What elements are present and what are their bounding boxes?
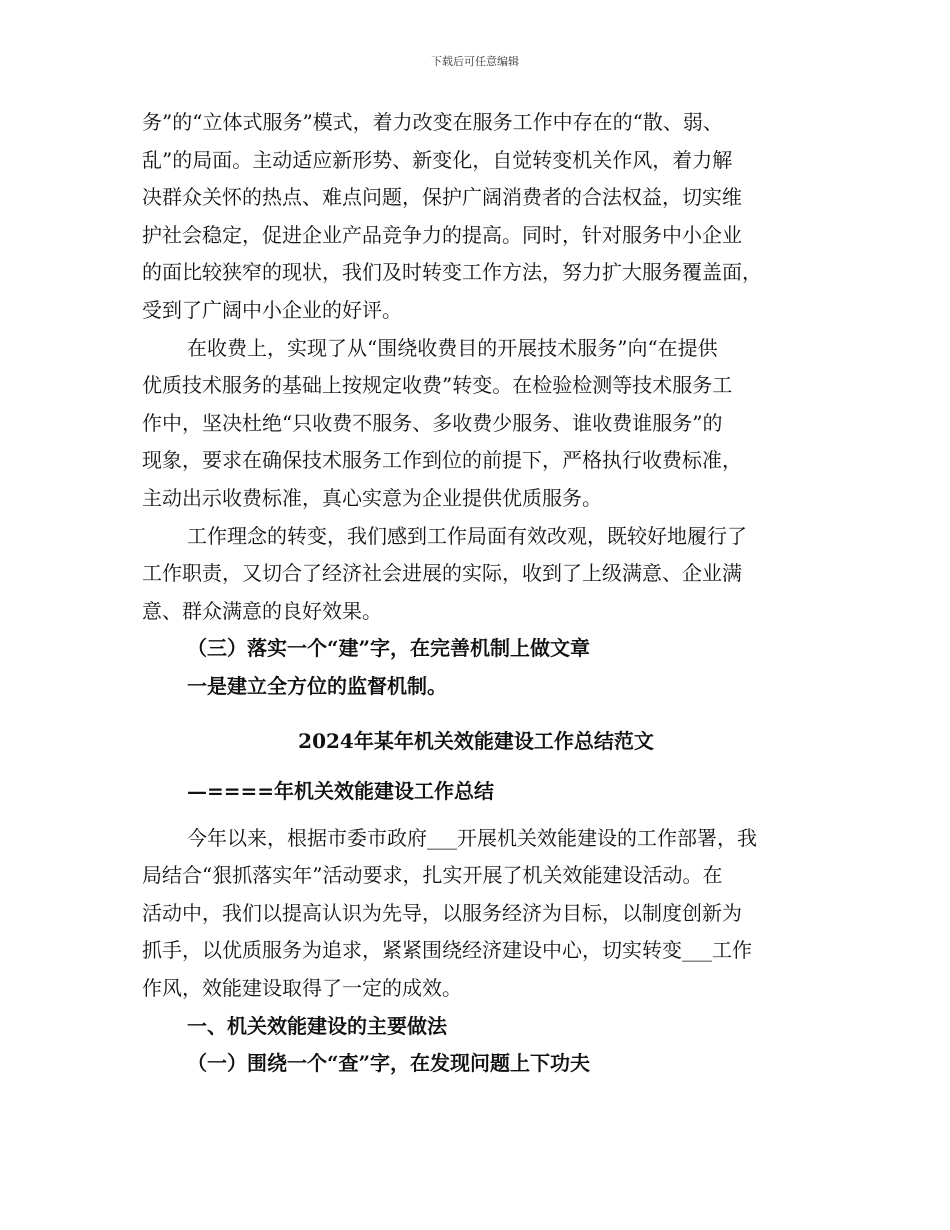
paragraph-line: 作中，坚决杜绝“只收费不服务、多收费少服务、谁收费谁服务”的 [142,410,723,435]
document-body [142,104,810,1083]
paragraph-line: 护社会稳定，促进企业产品竞争力的提高。同时，针对服务中小企业 [142,222,742,247]
paragraph-line: 工作职责，又切合了经济社会进展的实际，收到了上级满意、企业满 [142,561,742,586]
subsection-heading: 一是建立全方位的监督机制。 [187,673,447,698]
paragraph-line: 抓手，以优质服务为追求，紧紧围绕经济建设中心，切实转变___工作 [142,938,752,963]
paragraph-line: 今年以来，根据市委市政府___开展机关效能建设的工作部署，我 [187,825,757,850]
paragraph-line: 的面比较狭窄的现状，我们及时转变工作方法，努力扩大服务覆盖面， [142,260,762,285]
paragraph-line: 主动出示收费标准，真心实意为企业提供优质服务。 [142,485,602,510]
paragraph-line: 优质技术服务的基础上按规定收费”转变。在检验检测等技术服务工 [142,373,733,398]
paragraph-line: 务”的“立体式服务”模式，着力改变在服务工作中存在的“散、弱、 [142,110,723,134]
paragraph-line: 在收费上，实现了从“围绕收费目的开展技术服务”向“在提供 [187,335,718,360]
section-heading: （三）落实一个“建”字，在完善机制上做文章 [187,636,591,661]
paragraph-line: 受到了广阔中小企业的好评。 [142,297,402,322]
section-heading: 一、机关效能建设的主要做法 [187,1013,447,1038]
paragraph-line: 决群众关怀的热点、难点问题，保护广阔消费者的合法权益，切实维 [142,185,742,210]
subsection-heading: （一）围绕一个“查”字，在发现问题上下功夫 [187,1051,591,1076]
paragraph-line: 现象，要求在确保技术服务工作到位的前提下，严格执行收费标准， [142,448,742,473]
paragraph-line: 活动中，我们以提高认识为先导，以服务经济为目标，以制度创新为 [142,900,742,925]
paragraph-line: 意、群众满意的良好效果。 [142,598,382,623]
document-title: 2024年某年机关效能建设工作总结范文 [298,728,654,753]
paragraph-line: 作风，效能建设取得了一定的成效。 [142,976,462,1001]
paragraph-line: 局结合“狠抓落实年”活动要求，扎实开展了机关效能建设活动。在 [142,863,723,888]
paragraph-line: 工作理念的转变，我们感到工作局面有效改观，既较好地履行了 [187,523,747,548]
paragraph-line: 乱”的局面。主动适应新形势、新变化，自觉转变机关作风，着力解 [142,147,733,172]
document-subtitle: —====年机关效能建设工作总结 [187,779,495,804]
page-header: 下载后可任意编辑 [431,55,519,68]
